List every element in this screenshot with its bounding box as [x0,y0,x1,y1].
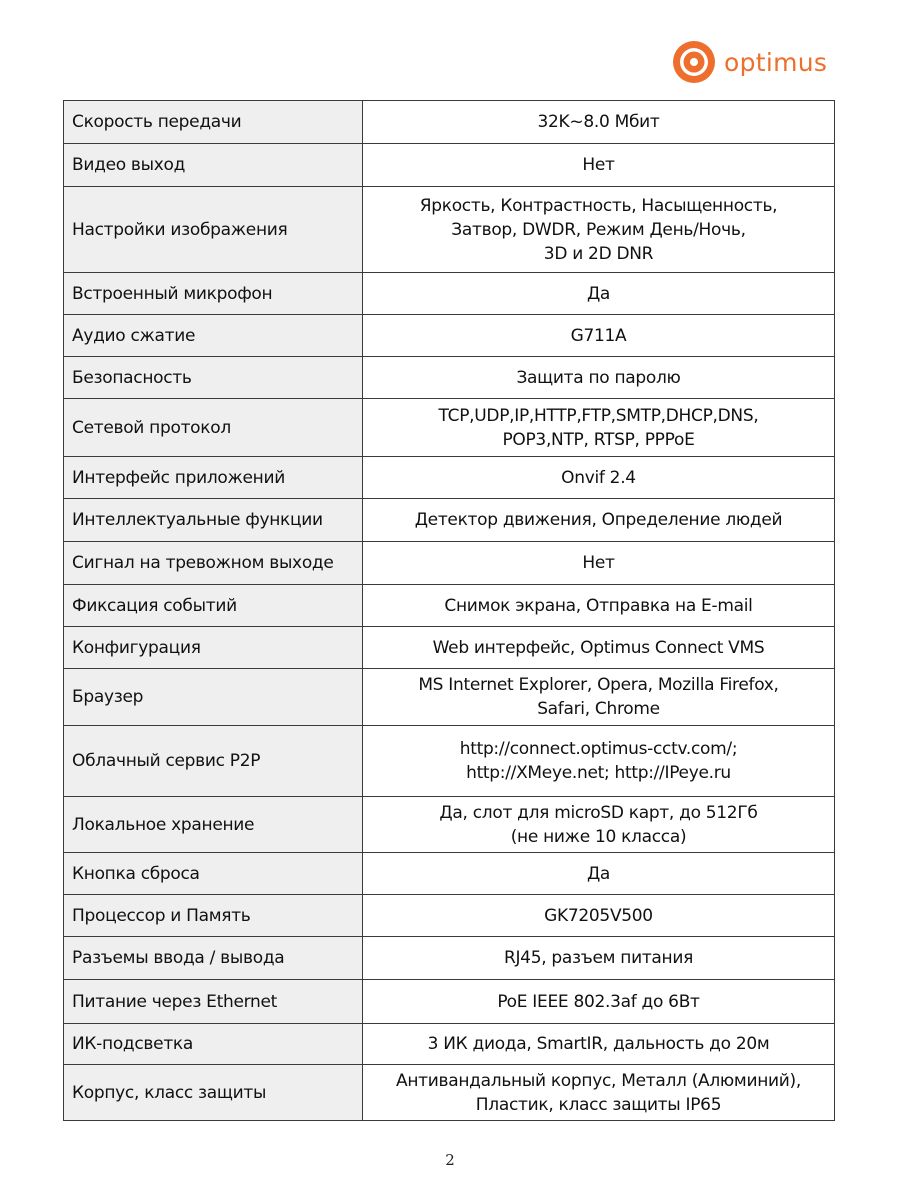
specifications-table [63,100,835,1121]
spec-value-line: Нет [582,155,615,175]
table-row [64,1024,835,1065]
spec-value-line: Web интерфейс, Optimus Connect VMS [432,637,765,658]
spec-label: Видео выход [64,144,363,187]
spec-value [363,457,835,499]
table-row [64,144,835,187]
spec-label: Сигнал на тревожном выходе [64,542,363,585]
table-row [64,853,835,895]
spec-value [363,399,835,457]
spec-label: Кнопка сброса [64,853,363,895]
spec-label: Разъемы ввода / вывода [64,937,363,980]
spec-label: Безопасность [64,357,363,399]
spec-value [363,853,835,895]
spec-value [363,627,835,669]
spec-label: Сетевой протокол [64,399,363,457]
table-row [64,797,835,853]
optimus-logo-icon [672,40,716,84]
spec-value-line: Затвор, DWDR, Режим День/Ночь, [451,219,746,240]
spec-value-line: POP3,NTP, RTSP, PPPoE [502,429,695,450]
spec-label: Настройки изображения [64,187,363,273]
spec-value-line: Защита по паролю [516,367,681,388]
spec-label: Интерфейс приложений [64,457,363,499]
table-row [64,187,835,273]
spec-label: Фиксация событий [64,585,363,627]
table-row [64,273,835,315]
spec-label: Локальное хранение [64,797,363,853]
page-number: 2 [445,1151,455,1169]
spec-value-line: RJ45, разъем питания [503,948,694,968]
spec-value [363,144,835,187]
spec-value [363,542,835,585]
table-row [64,585,835,627]
spec-label: Питание через Ethernet [64,980,363,1024]
spec-value-line: http://XMeye.net; http://IPeye.ru [466,763,731,783]
spec-label: Браузер [64,669,363,726]
spec-value [363,315,835,357]
spec-value-line: Снимок экрана, Отправка на E-mail [444,595,753,616]
spec-value-line: 3 ИК диода, SmartIR, дальность до 20м [427,1034,770,1054]
spec-value [363,1065,835,1121]
spec-value-line: (не ниже 10 класса) [510,826,687,847]
spec-value [363,101,835,144]
spec-value-line: http://connect.optimus-cctv.com/; [459,739,738,759]
spec-value-line: MS Internet Explorer, Opera, Mozilla Firefox, [418,675,779,695]
table-row [64,357,835,399]
spec-value [363,726,835,797]
table-row [64,937,835,980]
spec-value [363,357,835,399]
spec-value-line: Onvif 2.4 [561,467,636,488]
table-row [64,457,835,499]
spec-label: Процессор и Память [64,895,363,937]
spec-value-line: Да [586,863,611,884]
table-row [64,101,835,144]
spec-value [363,980,835,1024]
spec-value-line: Нет [582,553,615,573]
spec-label: Встроенный микрофон [64,273,363,315]
table-row [64,1065,835,1121]
spec-label: Интеллектуальные функции [64,499,363,542]
table-row [64,669,835,726]
spec-value [363,895,835,937]
spec-value-line: 3D и 2D DNR [543,243,654,264]
spec-label: Корпус, класс защиты [64,1065,363,1121]
brand-logo [672,40,827,84]
spec-value-line: Детектор движения, Определение людей [414,510,783,530]
spec-value-line: PoE IEEE 802.3af до 6Вт [497,991,700,1012]
spec-label: Аудио сжатие [64,315,363,357]
spec-value [363,669,835,726]
brand-name: optimus [724,47,828,77]
spec-value-line: Пластик, класс защиты IP65 [475,1094,722,1115]
spec-label: Скорость передачи [64,101,363,144]
spec-value-line: Safari, Chrome [537,699,660,719]
spec-value-line: TCP,UDP,IP,HTTP,FTP,SMTP,DHCP,DNS, [438,405,759,426]
spec-value-line: Яркость, Контрастность, Насыщенность, [419,195,778,216]
spec-value-line: Да, слот для microSD карт, до 512Гб [439,802,758,823]
spec-value [363,585,835,627]
spec-value [363,273,835,315]
table-row [64,980,835,1024]
table-row [64,542,835,585]
spec-value-line: 32K~8.0 Мбит [537,112,660,132]
table-row [64,315,835,357]
spec-value [363,1024,835,1065]
spec-value-line: Антивандальный корпус, Металл (Алюминий), [396,1070,801,1091]
spec-label: Конфигурация [64,627,363,669]
spec-value-line: Да [586,283,611,304]
table-row [64,627,835,669]
spec-value [363,937,835,980]
table-row [64,895,835,937]
table-row [64,399,835,457]
spec-label: Облачный сервис P2P [64,726,363,797]
spec-value [363,499,835,542]
spec-value-line: G711A [570,325,627,346]
spec-label: ИК-подсветка [64,1024,363,1065]
table-row [64,499,835,542]
spec-value [363,187,835,273]
table-row [64,726,835,797]
spec-value-line: GK7205V500 [544,905,653,926]
spec-value [363,797,835,853]
